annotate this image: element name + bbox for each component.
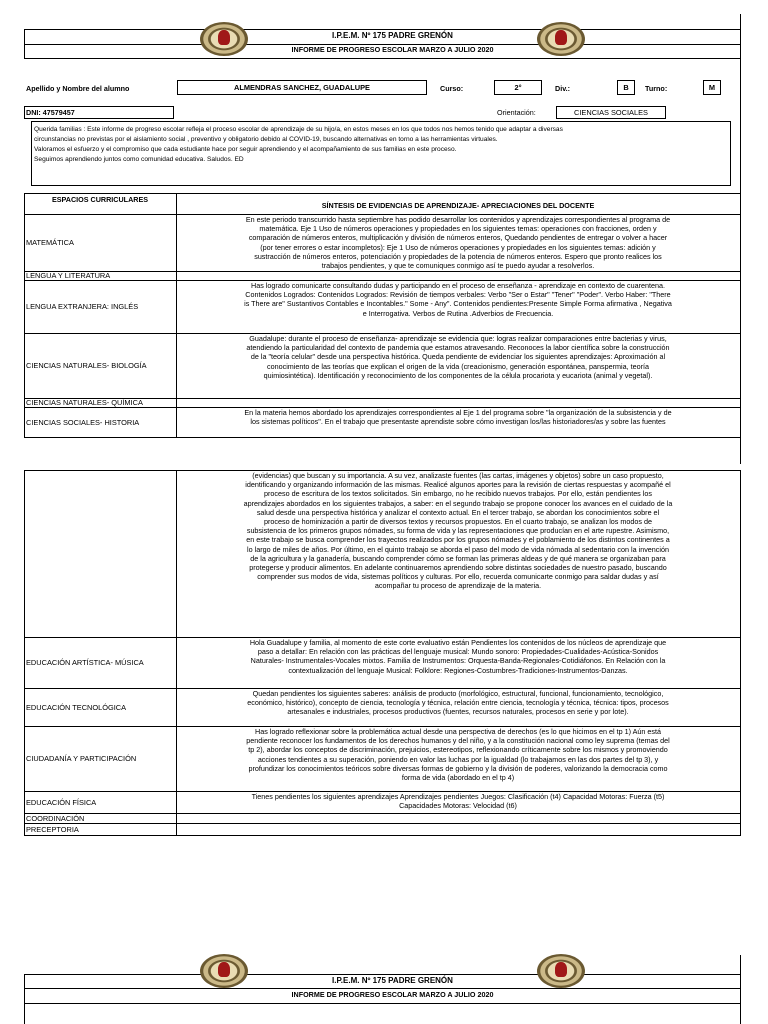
- table-rule: [24, 437, 741, 438]
- table-border: [740, 193, 741, 437]
- school-crest-icon: [200, 22, 248, 56]
- table-rule: [24, 688, 741, 689]
- report-title: INFORME DE PROGRESO ESCOLAR MARZO A JULIO 2020: [291, 45, 494, 54]
- teacher-comment-ciudadania-y-participacion: [176, 727, 740, 791]
- table-rule: [24, 193, 741, 194]
- shift-value: M: [703, 80, 721, 95]
- teacher-comment-lengua-y-literatura: [176, 272, 740, 280]
- school-crest-icon: [537, 22, 585, 56]
- student-name-value: ALMENDRAS SANCHEZ, GUADALUPE: [177, 80, 427, 95]
- comment-line: contextualización del lenguaje Musical: Folklore: Regiones-Costumbres-Tradiciones-Instrumentos-Danzas.: [288, 665, 628, 675]
- teacher-comment-coordinacion: [176, 814, 740, 823]
- comment-line: profundizar los conocimientos teóricos sobre diversas formas de gobierno y la división de poderes, valorizando la democracia como: [248, 763, 668, 773]
- table-rule: [24, 823, 741, 824]
- comment-line: (por tener errores o estar incompletos): Eje 1 Uso de números operaciones y propiedades en los siguientes temas: adición y: [260, 242, 656, 252]
- table-border: [740, 470, 741, 835]
- subject-label-ciencias-sociales-historia: CIENCIAS SOCIALES- HISTORIA: [26, 417, 140, 427]
- teacher-comment-preceptoria: [176, 824, 740, 835]
- teacher-comment-educacion-artistica-musica: [176, 638, 740, 688]
- subject-label-educacion-fisica: EDUCACIÓN FÍSICA: [26, 797, 97, 807]
- subject-label-ciencias-naturales-biologia: CIENCIAS NATURALES- BIOLOGÍA: [26, 361, 147, 370]
- comment-line: proceso de escritura de los textos solicitados. Sin embargo, no he recibido nuevos trabajos. Por ello, están pendientes los: [264, 489, 652, 499]
- table-rule: [24, 726, 741, 727]
- comment-line: forma de vida (abordado en el tp 4): [401, 773, 515, 783]
- table-rule: [24, 398, 741, 399]
- comment-line: comprender sus modos de vida, sistemas políticos y culturas. Por ello, recuerda comunicarte conmigo para saldar dudas y así: [257, 572, 659, 582]
- teacher-comment-ciencias-naturales-biologia: [176, 334, 740, 398]
- subjects-header: ESPACIOS CURRICULARES: [51, 195, 149, 204]
- comment-line: acompañar tu proceso de aprendizaje de la materia.: [374, 581, 542, 591]
- teacher-comment-ciencias-sociales-historia: [176, 408, 740, 437]
- table-divider: [176, 470, 177, 835]
- school-name: I.P.E.M. Nº 175 PADRE GRENÓN: [332, 31, 453, 40]
- subject-label-lengua-y-literatura: LENGUA Y LITERATURA: [26, 271, 111, 280]
- teacher-comment-matematica: [176, 215, 740, 271]
- table-border: [24, 470, 25, 835]
- comment-line: En la materia hemos abordado los aprendizajes correspondientes al Eje 1 del programa sobre "la organización de la subsistencia y de: [244, 408, 672, 417]
- comment-line: proceso de hominización a partir de diversos textos y recursos propuestos. En el cuarto trabajo, se analizan los modos de: [264, 517, 652, 527]
- teacher-comment-educacion-tecnologica: [176, 689, 740, 726]
- school-crest-icon: [537, 954, 585, 988]
- comment-line: Hola Guadalupe y familia, al momento de este corte evaluativo están Pendientes los contenidos de los núcleos de aprendizaje que: [249, 638, 667, 647]
- comment-line: Guadalupe: durante el proceso de enseñanza- aprendizaje se evidencia que: logras realizar comparaciones entre bacterias y virus,: [249, 334, 667, 343]
- school-name-page3: I.P.E.M. Nº 175 PADRE GRENÓN: [332, 976, 453, 985]
- comment-line: quimiosintética). Identificación y reconocimiento de los componentes de la célula procariota y eucariota (animal y vegetal).: [263, 370, 653, 380]
- table-rule: [24, 407, 741, 408]
- teacher-comment-lengua-extranjera-ingles: [176, 281, 740, 333]
- subject-label-ciudadania-y-participacion: CIUDADANÍA Y PARTICIPACIÓN: [26, 754, 137, 763]
- comment-line: tp 2), abordar los conceptos de discriminación, prejuicios, estereotipos, reflexionando críticamente sobre los mismos y promoviendo: [248, 745, 668, 755]
- report-title-page3: INFORME DE PROGRESO ESCOLAR MARZO A JULIO 2020: [291, 990, 494, 999]
- subject-label-coordinacion: COORDINACIÓN: [26, 813, 85, 823]
- table-rule: [24, 637, 741, 638]
- table-rule: [24, 835, 741, 836]
- subject-label-preceptoria: PRECEPTORIA: [26, 824, 79, 834]
- table-rule: [24, 214, 741, 215]
- table-rule: [24, 271, 741, 272]
- subject-label-educacion-tecnologica: EDUCACIÓN TECNOLÓGICA: [26, 702, 127, 712]
- subject-label-lengua-extranjera-ingles: LENGUA EXTRANJERA: INGLÉS: [26, 302, 139, 311]
- comment-line: en este trabajo se busca comprender los trayectos realizados por los grupos nómades y el poblamiento de los distintos continentes a: [246, 535, 670, 545]
- comment-line: Quedan pendientes los siguientes saberes: análisis de producto (morfológico, estructural, funcional, funcionamiento, tecnológico,: [252, 689, 664, 698]
- comment-line: artesanales e industriales, procesos productivos (fuentes, recursos naturales, procesos en serie y por lote).: [287, 707, 629, 717]
- table-border: [24, 193, 25, 437]
- table-rule: [24, 280, 741, 281]
- comment-line: conocimiento de las teorías que explican el origen de la vida (creacionismo, generación espontánea, panspermia, teoría: [267, 361, 649, 371]
- division-value: B: [617, 80, 635, 95]
- comment-line: de la agricultura y la ganadería, buscando comprender cómo se forman las primeras aldeas y de qué manera se organizaban para: [250, 553, 666, 563]
- comment-line: e Interrogativa. Verbos de Rutina .Adverbios de Frecuencia.: [362, 308, 554, 318]
- table-rule: [24, 791, 741, 792]
- comment-line: protegerse y producir alimentos. En adelante continuaremos aprendiendo sobre distintas sociedades de nuestro pasado, buscando: [249, 563, 667, 573]
- comment-line: Has logrado reflexionar sobre la problemática actual desde una perspectiva de derechos (es lo que hicimos en el tp 1) Aún está: [255, 727, 661, 736]
- division-label: Div.:: [555, 84, 571, 93]
- comment-line: pendiente reconocer los fundamentos de los derechos humanos y del niño, y a la constitución nacional como ley suprema (temas del: [246, 736, 670, 746]
- comment-line: salud desde una perspectiva histórica y analizar el contexto actual. En el tercer trabajo, se abordan los conocimientos sobre el: [256, 507, 660, 517]
- table-rule: [24, 470, 741, 471]
- course-label: Curso:: [440, 84, 464, 93]
- orientation-label: Orientación:: [497, 108, 536, 117]
- teacher-comment-ciencias-naturales-quimica: [176, 399, 740, 407]
- comment-line: Naturales- Instrumentales-Vocales mixtos. Familia de Instrumentos: Orquesta-Banda-Regionales-Cotidiáfonos. En Relación con la: [250, 656, 666, 666]
- comment-line: En este periodo transcurrido hasta septiembre has podido desarrollar los contenidos y aprendizajes correspondientes al programa de: [245, 215, 671, 224]
- subject-label-ciencias-naturales-quimica: CIENCIAS NATURALES- QUÍMICA: [26, 398, 143, 407]
- family-letter: Querida familias : Este informe de progreso escolar refleja el proceso escolar de aprendizaje de su hijo/a, en estos meses en los que todos nos hemos tenido que adaptar a diversas circunstancias no previstas por el aislamiento social , preventivo y obligatorio debido al COVID-19, buscando alternativas en torno a las herramientas virtuales. Valoramos el esfuerzo y el compromiso que cada estudiante hace por seguir aprendiendo y el acompañamiento de sus familias en este proceso. Seguimos aprendiendo juntos como comunidad educativa. Saludos. ED: [34, 126, 563, 163]
- table-divider: [176, 193, 177, 437]
- comment-line: de la "teoría celular" desde una perspectiva histórica. Queda pendiente de evidenciar los siguientes aprendizajes: Aproximación al: [250, 352, 666, 362]
- subject-label-matematica: MATEMÁTICA: [26, 238, 74, 247]
- teacher-comment-continued: [176, 471, 740, 637]
- table-rule: [24, 333, 741, 334]
- comment-line: Capacidades Motoras: Velocidad (t6): [399, 801, 517, 811]
- comment-line: económico, histórico), concepto de ciencia, tecnología y técnica, relación entre ciencia, tecnología y técnica, técnica: tipos, procesos: [247, 698, 669, 708]
- synthesis-header: SÍNTESIS DE EVIDENCIAS DE APRENDIZAJE- APRECIACIONES DEL DOCENTE: [321, 201, 595, 210]
- comment-line: aprendizajes abordados en los siguientes trabajos, a saber: en el segundo trabajo se propone conocer los avances en el cuidado de la: [243, 498, 673, 508]
- teacher-comment-educacion-fisica: [176, 792, 740, 813]
- shift-label: Turno:: [645, 84, 668, 93]
- subject-label-educacion-artistica-musica: EDUCACIÓN ARTÍSTICA- MÚSICA: [26, 658, 144, 667]
- school-crest-icon: [200, 954, 248, 988]
- comment-line: atendiendo la particularidad del contexto de pandemia que estamos atravesando. Reconoces la labor científica sobre la construcción: [246, 343, 670, 353]
- comment-line: subsistencia de los primeros grupos nómades, su forma de vida y las representaciones que producían en el arte rupestre. Asimismo,: [246, 526, 670, 536]
- comment-line: matemática. Eje 1 Uso de números operaciones y propiedades en los siguientes temas: operaciones con fracciones, orden y: [259, 224, 657, 234]
- table-rule: [24, 813, 741, 814]
- comment-line: (evidencias) que buscan y su importancia. A su vez, analizaste fuentes (las cartas, imágenes y objetos) sobre un caso propuesto,: [252, 471, 664, 480]
- orientation-value: CIENCIAS SOCIALES: [556, 106, 666, 119]
- dni: DNI: 47579457: [26, 108, 75, 117]
- comment-line: Has logrado comunicarte consultando dudas y participando en el proceso de enseñanza - aprendizaje en contexto de cuarentena.: [251, 281, 665, 290]
- comment-line: comparación de números enteros, multiplicación y división de números enteros, Quedando pendientes de entregar o volver a hacer: [248, 233, 668, 243]
- student-name-label: Apellido y Nombre del alumno: [26, 84, 130, 93]
- comment-line: sustracción de números enteros, potenciación y propiedades de la potencia de números enteros. Espero que pronto realices los: [254, 251, 662, 261]
- comment-line: los sistemas políticos". En el trabajo que presentaste aprendiste sobre cómo investigan los/las historiadores/as y sobre las fuentes: [250, 417, 666, 427]
- comment-line: Tienes pendientes los siguientes aprendizajes Aprendizajes pendientes Juegos: Clasificación (t4) Capacidad Motoras: Fuerza (t5): [251, 792, 665, 801]
- comment-line: acciones tendientes a su superación, poniendo en valor las luchas por la igualdad (lo trabajamos en las dos partes del tp 3), y: [257, 754, 659, 764]
- comment-line: trabajos pendientes, y que te comuniques conmigo así te puedo ayudar a resolverlos.: [321, 261, 595, 271]
- course-value: 2°: [494, 80, 542, 95]
- comment-line: identificando y organizando información de las mismas. Realicé algunos aportes para la revisión de ciertas respuestas y acompañé el: [245, 480, 671, 490]
- subject-label-continued: [24, 470, 176, 637]
- comment-line: paso a detallar: En relación con las prácticas del lenguaje musical: Mundo sonoro: Propiedades-Cualidades-Acústica-Sonidos: [257, 647, 659, 657]
- comment-line: lo largo de miles de años. Por último, en el quinto trabajo se aborda el paso del modo de vida nómada al sedentario con la invención: [247, 544, 669, 554]
- comment-line: Contenidos Logrados: Contenidos Logrados: Revisión de tiempos verbales: Verbo "Ser o Estar" "Tener" "Poder". Verbo Haber: "There: [245, 290, 671, 300]
- comment-line: is There are" Sustantivos Contables e Incontables." Some - Any". Contenidos pendientes:Presente Simple Forma afirmativa , Negativa: [244, 299, 672, 309]
